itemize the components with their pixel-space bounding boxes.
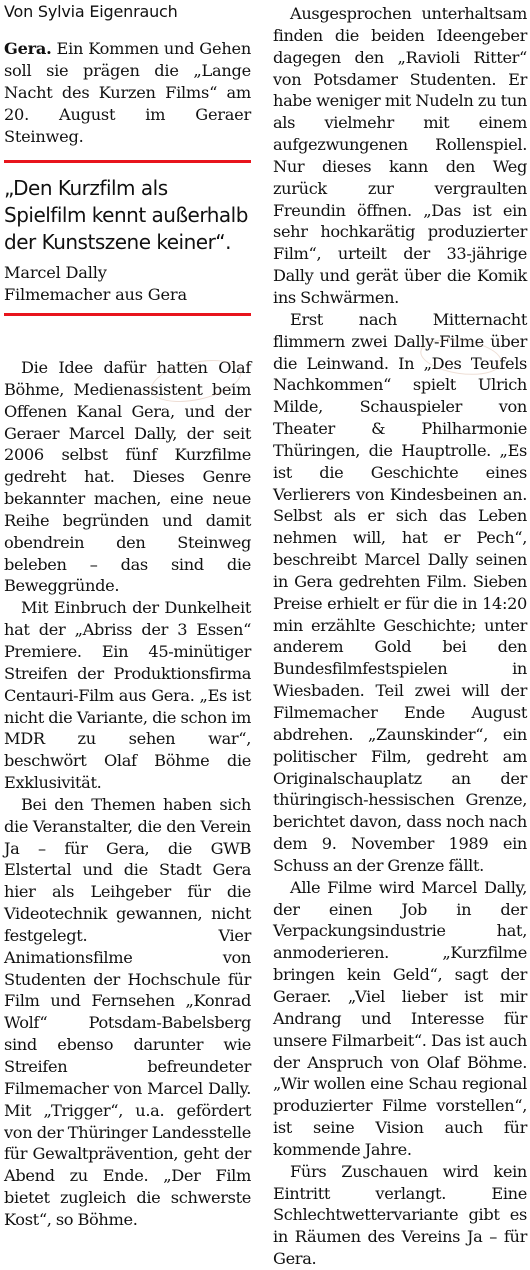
- paragraph: Erst nach Mitternacht flimmern zwei Dally-Filme über die Leinwand. In „Des Teufels Nachkommen“ spielt Ulrich Milde, Schauspieler von Theater & Philharmonie Thüringen, die Hauptrolle. „Es ist die Geschichte eines Verlierers von Kindesbeinen an. Selbst als er sich das Leben nehmen will, hat er Pech“, beschreibt Marcel Dally seinen in Gera gedrehten Film. Sieben Preise erhielt er für die in 14:20 min erzählte Geschichte; unter anderem Gold bei den Bundesfilmfestspielen in Wiesbaden. Teil zwei will der Filmemacher Ende August abdrehen. „Zaunskinder“, ein politischer Film, gedreht am Originalschauplatz an der thüringisch-hessischen Grenze, berichtet davon, dass noch nach dem 9. November 1989 ein Schuss an der Grenze fällt.: [273, 309, 527, 875]
- paragraph: Bei den Themen haben sich die Veranstalter, die den Verein Ja – für Gera, die GWB Elstertal und die Stadt Gera hier als Leihgeber für die Videotechnik gewannen, nicht festgelegt. Vier Animationsfilme von Studenten der Hochschule für Film und Fernsehen „Konrad Wolf“ Potsdam-Babelsberg sind ebenso darunter wie Streifen befreundeter Filmemacher von Marcel Dally. Mit „Trigger“, u.a. gefördert von der Thüringer Landesstelle für Gewaltprävention, geht der Abend zu Ende. „Der Film bietet zugleich die schwerste Kost“, so Böhme.: [4, 794, 251, 1229]
- left-column: [4, 0, 251, 1229]
- quote-rule-top: [4, 160, 251, 163]
- paragraph: Ausgesprochen unterhaltsam finden die beiden Ideengeber dagegen den „Ravioli Ritter“ von Potsdamer Studenten. Er habe weniger mit Nudeln zu tun als vielmehr mit einem aufgezwungenen Rollenspiel. Nur dieses kann den Weg zurück zur vergraulten Freundin öffnen. „Das ist ein sehr hochkarätig produzierter Film“, urteilt der 33-jährige Dally und gerät über die Komik ins Schwärmen.: [273, 4, 527, 307]
- quote-rule-bottom: [4, 313, 251, 316]
- right-body-text: [273, 3, 527, 1270]
- paragraph: Mit Einbruch der Dunkelheit hat der „Abriss der 3 Essen“ Premiere. Ein 45-minütiger Streifen der Produktionsfirma Centauri-Film aus Gera. „Es ist nicht die Variante, die schon im MDR zu sehen war“, beschwört Olaf Böhme die Exklusivität.: [4, 598, 251, 793]
- paragraph: Die Idee dafür hatten Olaf Böhme, Medienassistent beim Offenen Kanal Gera, und der Geraer Marcel Dally, der seit 2006 selbst fünf Kurzfilme gedreht hat. Dieses Genre bekannter machen, eine neue Reihe begründen und damit obendrein den Steinweg beleben – das sind die Beweggründe.: [4, 358, 251, 596]
- intro-text: Ein Kommen und Gehen soll sie prägen die „Lange Nacht des Kurzen Films“ am 20. August im Geraer Steinweg.: [4, 39, 251, 146]
- paragraph: Fürs Zuschauen wird kein Eintritt verlangt. Eine Schlechtwettervariante gibt es in Räumen des Vereins Ja – für Gera.: [273, 1161, 527, 1269]
- article-intro: [4, 38, 251, 148]
- right-column: [273, 0, 527, 1269]
- dateline-place: Gera.: [4, 39, 52, 58]
- paragraph: Alle Filme wird Marcel Dally, der einen Job in der Verpackungsindustrie hat, anmoderieren. „Kurzfilme bringen kein Geld“, sagt der Geraer. „Viel lieber ist mir Andrang und Interesse für unsere Filmarbeit“. Das ist auch der Anspruch von Olaf Böhme. „Wir wollen eine Schau regional produzierter Filme vorstellen“, ist seine Vision auch für kommende Jahre.: [273, 877, 527, 1159]
- pull-quote: „Den Kurzfilm als Spielfilm kennt außerhalb der Kunstszene keiner“.: [4, 176, 248, 254]
- byline: Von Sylvia Eigenrauch: [4, 2, 178, 21]
- quote-author-role: Filmemacher aus Gera: [4, 285, 187, 304]
- left-body-text: [4, 357, 251, 1231]
- quote-author: Marcel Dally: [4, 263, 107, 282]
- quote-attribution: [4, 262, 251, 306]
